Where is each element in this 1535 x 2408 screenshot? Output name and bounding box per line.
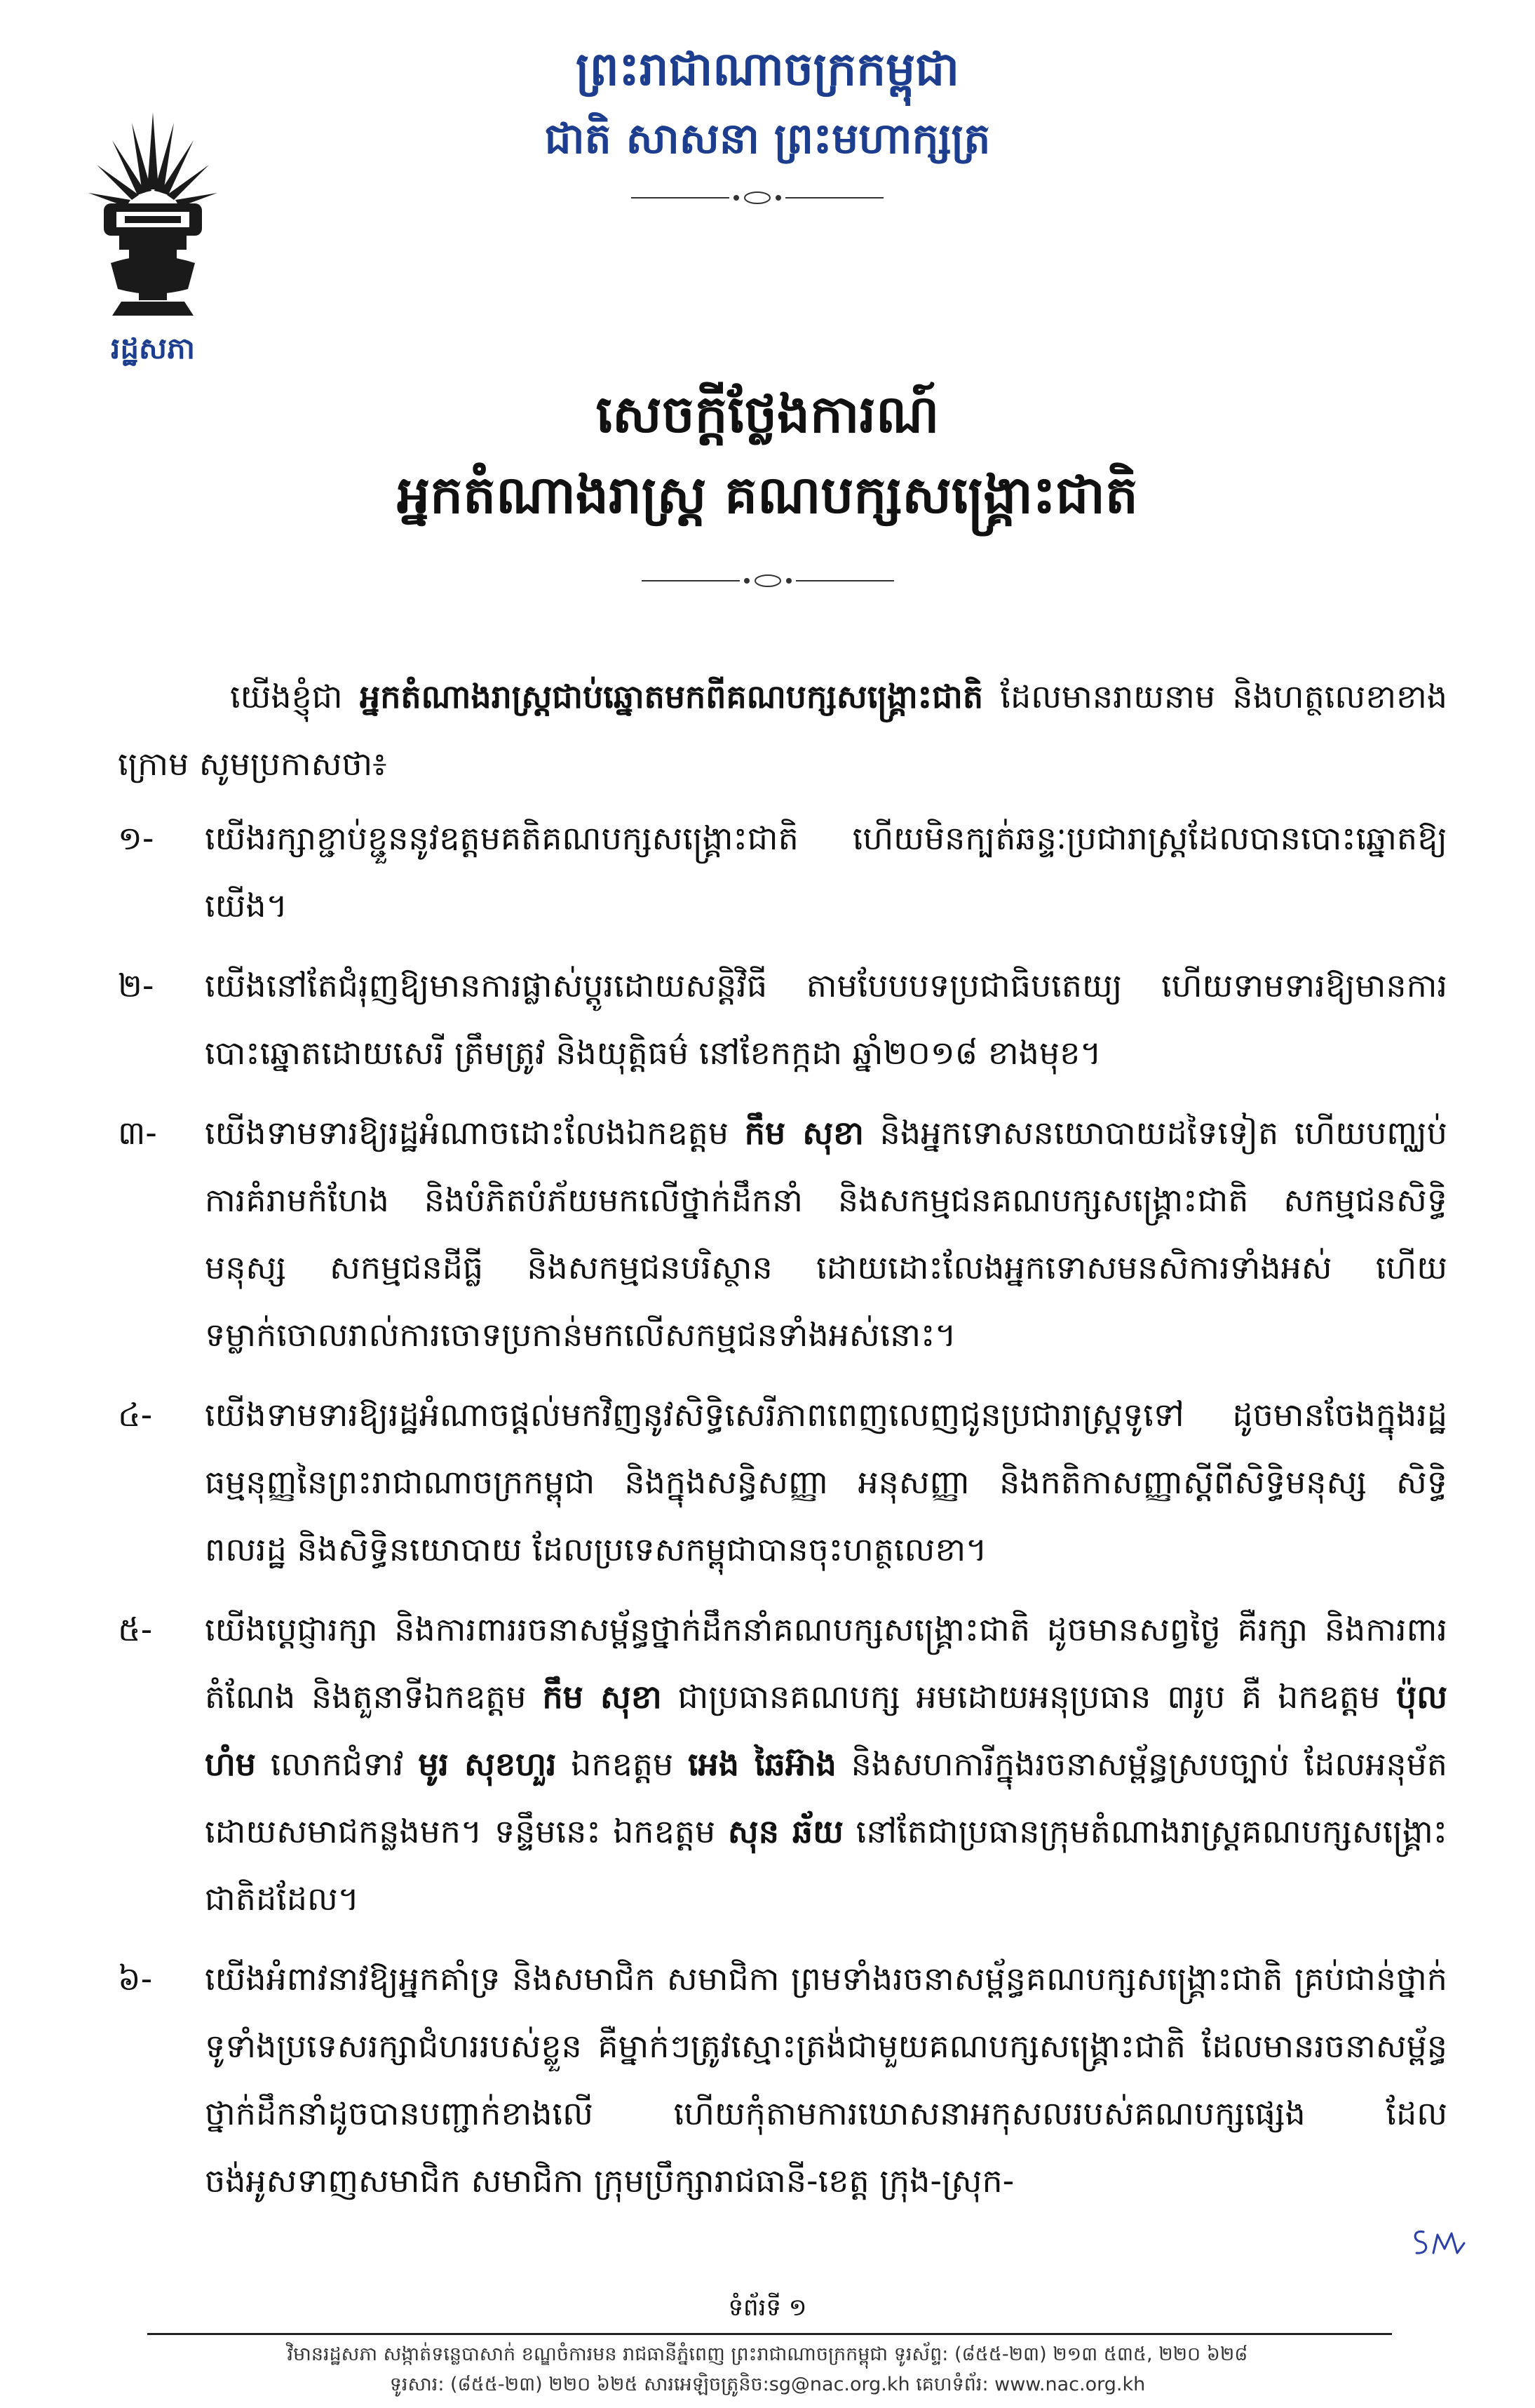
item-text: យើងរក្សាខ្ជាប់ខ្ជួននូវឧត្ដមគតិគណបក្សសង្គ្រោះជាតិ ហើយមិនក្បត់ឆន្ទៈប្រជារាស្ត្រដែលបានបោះឆ្នោតឱ្យយើង។	[205, 819, 1447, 924]
page-number: ទំព័រទី ១	[728, 2294, 807, 2322]
statement-item-2	[118, 952, 1447, 1087]
statement-body	[118, 663, 1447, 2227]
item-number: ១-	[118, 819, 154, 857]
statement-item-1	[118, 805, 1447, 939]
item-number: ៦-	[118, 1960, 153, 1998]
emblem-label: រដ្ឋសភា	[111, 331, 195, 365]
handwritten-initials	[1408, 2222, 1471, 2264]
footer-address: វិមានរដ្ឋសភា សង្កាត់ទន្លេបាសាក់ ខណ្ឌចំការមន រាជធានីភ្នំពេញ ព្រះរាជាណាចក្រកម្ពុជា ទូរស័ព្ទ: (៨៥៥-២៣) ២១៣ ៥៣៥, ២២០ ៦២៨	[287, 2343, 1248, 2365]
item-number: ៤-	[118, 1396, 153, 1434]
ornamental-divider	[642, 574, 894, 588]
national-motto: ជាតិ សាសនា ព្រះមហាក្សត្រ	[544, 114, 991, 163]
statement-item-6	[118, 1945, 1447, 2214]
item-number: ៥-	[118, 1610, 153, 1648]
item-text: យើងប្ដេជ្ញារក្សា និងការពាររចនាសម្ព័ន្ធថ្នាក់ដឹកនាំគណបក្សសង្គ្រោះជាតិ ដូចមានសព្វថ្ងៃ គឺរក្សា និងការពារតំណែង និងតួនាទីឯកឧត្ដម កឹម សុខា ជាប្រធានគណបក្ស អមដោយអនុប្រធាន ៣រូប គឺ ឯកឧត្ដម ប៉ុល ហំម លោកជំទាវ មូរ សុខហួរ ឯកឧត្ដម អេង ឆៃអ៊ាង និងសហការីក្នុងរចនាសម្ព័ន្ធស្របច្បាប់ ដែលអនុម័តដោយសមាជកន្លងមក។ ទន្ទឹមនេះ ឯកឧត្ដម សុន ឆ័យ នៅតែជាប្រធានក្រុមតំណាងរាស្ត្រគណបក្សសង្គ្រោះជាតិដដែល។	[205, 1610, 1448, 1918]
item-text: យើងនៅតែជំរុញឱ្យមានការផ្លាស់ប្ដូរដោយសន្តិវិធី តាមបែបបទប្រជាធិបតេយ្យ ហើយទាមទារឱ្យមានការបោះឆ្នោតដោយសេរី ត្រឹមត្រូវ និងយុត្តិធម៌ នៅខែកក្កដា ឆ្នាំ២០១៨ ខាងមុខ។	[205, 967, 1447, 1072]
document-title: សេចក្ដីថ្លែងការណ៍	[595, 384, 940, 445]
ornamental-divider	[631, 191, 884, 205]
statement-item-3	[118, 1099, 1447, 1368]
item-text: យើងទាមទារឱ្យរដ្ឋអំណាចផ្ដល់មកវិញនូវសិទ្ធិសេរីភាពពេញលេញជូនប្រជារាស្ត្រទូទៅ ដូចមានចែងក្នុងរដ្ឋធម្មនុញ្ញនៃព្រះរាជាណាចក្រកម្ពុជា និងក្នុងសន្ធិសញ្ញា អនុសញ្ញា និងកតិកាសញ្ញាស្ដីពីសិទ្ធិមនុស្ស សិទ្ធិពលរដ្ឋ និងសិទ្ធិនយោបាយ ដែលប្រទេសកម្ពុជាបានចុះហត្ថលេខា។	[205, 1396, 1447, 1568]
item-text: យើងអំពាវនាវឱ្យអ្នកគាំទ្រ និងសមាជិក សមាជិកា ព្រមទាំងរចនាសម្ព័ន្ធគណបក្សសង្គ្រោះជាតិ គ្រប់ជាន់ថ្នាក់ទូទាំងប្រទេសរក្សាជំហររបស់ខ្លួន គឺម្នាក់ៗត្រូវស្មោះត្រង់ជាមួយគណបក្សសង្គ្រោះជាតិ ដែលមានរចនាសម្ព័ន្ធថ្នាក់ដឹកនាំដូចបានបញ្ជាក់ខាងលើ ហើយកុំតាមការឃោសនាអកុសលរបស់គណបក្សផ្សេង ដែលចង់អូសទាញសមាជិក សមាជិកា ក្រុមប្រឹក្សារាជធានី-ខេត្ត ក្រុង-ស្រុក-	[205, 1960, 1447, 2200]
statement-item-4	[118, 1381, 1447, 1583]
footer-divider	[147, 2333, 1392, 2335]
item-text: យើងទាមទារឱ្យរដ្ឋអំណាចដោះលែងឯកឧត្ដម កឹម សុខា និងអ្នកទោសនយោបាយដទៃទៀត ហើយបញ្ឈប់ការគំរាមកំហែង និងបំភិតបំភ័យមកលើថ្នាក់ដឹកនាំ និងសកម្មជនគណបក្សសង្គ្រោះជាតិ សកម្មជនសិទ្ធិមនុស្ស សកម្មជនដីធ្លី និងសកម្មជនបរិស្ថាន ដោយដោះលែងអ្នកទោសមនសិការទាំងអស់ ហើយទម្លាក់ចោលរាល់ការចោទប្រកាន់មកលើសកម្មជនទាំងអស់នោះ។	[205, 1114, 1447, 1354]
intro-paragraph: យើងខ្ញុំជា អ្នកតំណាងរាស្ត្រជាប់ឆ្នោតមកពីគណបក្សសង្គ្រោះជាតិ ដែលមានរាយនាម និងហត្ថលេខាខាងក្រោម សូមប្រកាសថា៖	[118, 678, 1448, 783]
statement-item-5	[118, 1596, 1447, 1932]
item-number: ២-	[118, 967, 154, 1004]
document-subtitle: អ្នកតំណាងរាស្ត្រ គណបក្សសង្គ្រោះជាតិ	[397, 465, 1138, 525]
item-number: ៣-	[118, 1114, 157, 1152]
footer-contact: ទូរសារ: (៨៥៥-២៣) ២២០ ៦២៥ សារអេឡិចត្រូនិច:sg@nac.org.kh គេហទំព័រ: www.nac.org.kh	[389, 2374, 1146, 2395]
kingdom-header: ព្រះរាជាណាចក្រកម្ពុជា	[576, 42, 959, 96]
